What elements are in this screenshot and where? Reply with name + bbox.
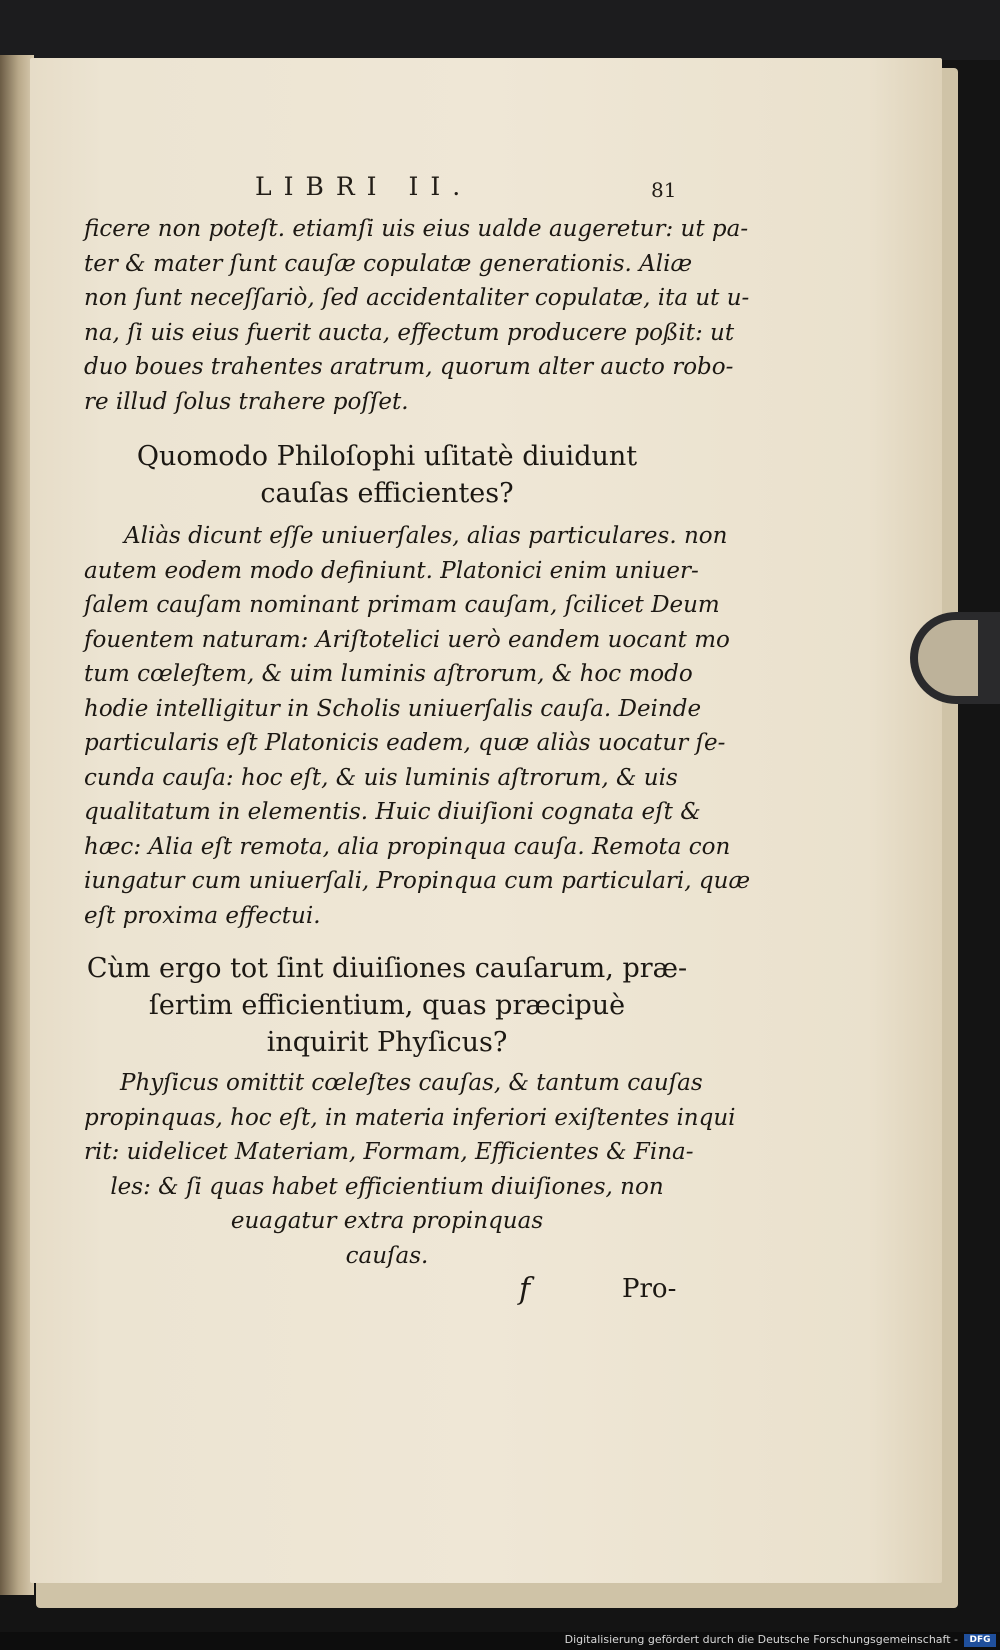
facing-page-edge bbox=[0, 55, 34, 1595]
paragraph-1 bbox=[84, 212, 750, 419]
text-line: Phyſicus omittit cœleſtes cauſas, & tantum cauſas bbox=[120, 1070, 703, 1096]
text-line: particularis eſt Platonicis eadem, quæ aliàs uocatur ſe- bbox=[84, 730, 726, 756]
heading-line: ſertim efficientium, quas præcipuè bbox=[148, 990, 626, 1021]
paragraph-3 bbox=[84, 1066, 736, 1273]
paragraph-2 bbox=[84, 519, 751, 933]
text-line: na, ſi uis eius fuerit aucta, effectum producere poßit: ut bbox=[84, 319, 735, 346]
heading-line: cauſas efficientes? bbox=[260, 478, 514, 509]
text-line: Aliàs dicunt eſſe uniuerſales, alias particulares. non bbox=[124, 523, 728, 549]
text-line: cauſas. bbox=[345, 1242, 429, 1269]
text-line: ficere non poteſt. etiamſi uis eius ualde augeretur: ut pa- bbox=[84, 216, 749, 242]
folio-number: 81 bbox=[651, 178, 677, 202]
text-line: duo boues trahentes aratrum, quorum alter aucto robo- bbox=[84, 354, 734, 380]
signature-mark: f bbox=[519, 1272, 531, 1307]
text-line: cunda cauſa: hoc eſt, & uis luminis aſtrorum, & uis bbox=[84, 764, 678, 791]
text-line: ter & mater ſunt cauſæ copulatæ generationis. Aliæ bbox=[84, 250, 693, 277]
text-line: les: & ſi quas habet efficientium diuiſiones, non bbox=[110, 1173, 664, 1200]
section-heading-2 bbox=[84, 950, 690, 1061]
running-head: LIBRI II. bbox=[255, 172, 473, 201]
text-line: hæc: Alia eſt remota, alia propinqua cauſa. Remota con bbox=[84, 833, 731, 860]
dfg-logo: DFG bbox=[964, 1634, 996, 1647]
text-line: eſt proxima effectui. bbox=[84, 902, 321, 929]
text-line: qualitatum in elementis. Huic diuiſioni cognata eſt & bbox=[84, 799, 701, 825]
text-line: propinquas, hoc eſt, in materia inferiori exiſtentes inqui bbox=[84, 1104, 736, 1131]
heading-line: Quomodo Philoſophi uſitatè diuidunt bbox=[136, 441, 638, 472]
heading-line: inquirit Phyſicus? bbox=[266, 1027, 508, 1058]
text-line: hodie intelligitur in Scholis uniuerſalis cauſa. Deinde bbox=[84, 695, 702, 722]
text-line: euagatur extra propinquas bbox=[230, 1208, 544, 1234]
section-heading-1 bbox=[84, 438, 690, 512]
heading-line: Cùm ergo tot ſint diuiſiones cauſarum, præ- bbox=[86, 953, 688, 984]
text-line: ſalem cauſam nominant primam cauſam, ſcilicet Deum bbox=[84, 592, 720, 618]
catchword: Pro- bbox=[622, 1274, 677, 1304]
text-line: re illud ſolus trahere poſſet. bbox=[84, 388, 409, 415]
text-line: rit: uidelicet Materiam, Formam, Efficientes & Fina- bbox=[84, 1139, 694, 1165]
text-line: iungatur cum uniuerſali, Propinqua cum particulari, quæ bbox=[84, 868, 751, 894]
scan-background bbox=[0, 0, 1000, 60]
text-line: tum cœleſtem, & uim luminis aſtrorum, & hoc modo bbox=[84, 661, 693, 687]
text-line: autem eodem modo definiunt. Platonici enim uniuer- bbox=[84, 557, 699, 584]
text-line: fouentem naturam: Ariſtotelici uerò eandem uocant mo bbox=[84, 626, 730, 653]
text-line: non ſunt neceſſariò, ſed accidentaliter copulatæ, ita ut u- bbox=[84, 285, 750, 311]
digitization-credit: Digitalisierung gefördert durch die Deutsche Forschungsgemeinschaft - bbox=[564, 1633, 958, 1646]
